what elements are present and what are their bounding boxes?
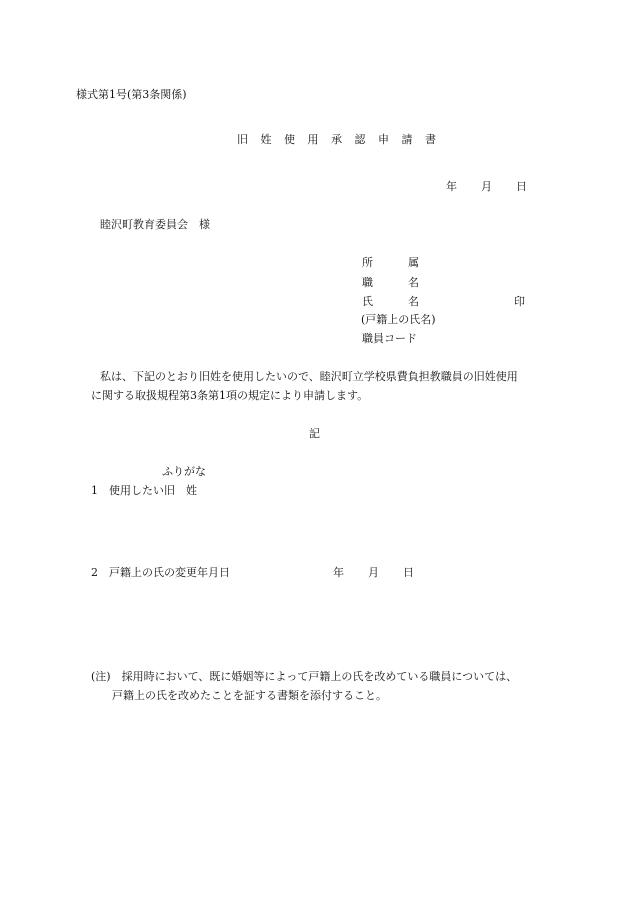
body-text-line-1: 私は、下記のとおり旧姓を使用したいので、睦沢町立学校県費負担教職員の旧姓使用	[100, 370, 518, 383]
position-label-2: 名	[408, 276, 419, 289]
affiliation-label-2: 属	[408, 256, 419, 269]
item2-day-label: 日	[403, 566, 414, 579]
note-line-2: 戸籍上の氏を改めたことを証する書類を添付すること。	[112, 689, 387, 702]
date-year-label: 年	[446, 180, 457, 193]
staff-code-label: 職員コード	[362, 332, 417, 345]
name-label-2: 名	[408, 295, 419, 308]
ki-heading: 記	[309, 427, 320, 440]
family-register-name-label: (戸籍上の氏名)	[361, 313, 436, 326]
date-month-label: 月	[481, 180, 492, 193]
note-line-1: (注) 採用時において、既に婚姻等によって戸籍上の氏を改めている職員については、	[91, 670, 518, 683]
position-label-1: 職	[362, 276, 373, 289]
document-title: 旧 姓 使 用 承 認 申 請 書	[237, 133, 441, 146]
name-label-1: 氏	[362, 295, 373, 308]
item2-year-label: 年	[333, 566, 344, 579]
body-text-line-2: に関する取扱規程第3条第1項の規定により申請します。	[91, 389, 369, 402]
form-number: 様式第1号(第3条関係)	[76, 88, 187, 101]
addressee: 睦沢町教育委員会 様	[100, 218, 210, 231]
item1-furigana: ふりがな	[162, 465, 206, 478]
seal-mark: 印	[514, 295, 525, 308]
item2-month-label: 月	[368, 566, 379, 579]
item1-label: 1 使用したい旧 姓	[91, 484, 197, 497]
affiliation-label-1: 所	[362, 256, 373, 269]
item2-label: 2 戸籍上の氏の変更年月日	[91, 566, 230, 579]
date-day-label: 日	[516, 180, 527, 193]
